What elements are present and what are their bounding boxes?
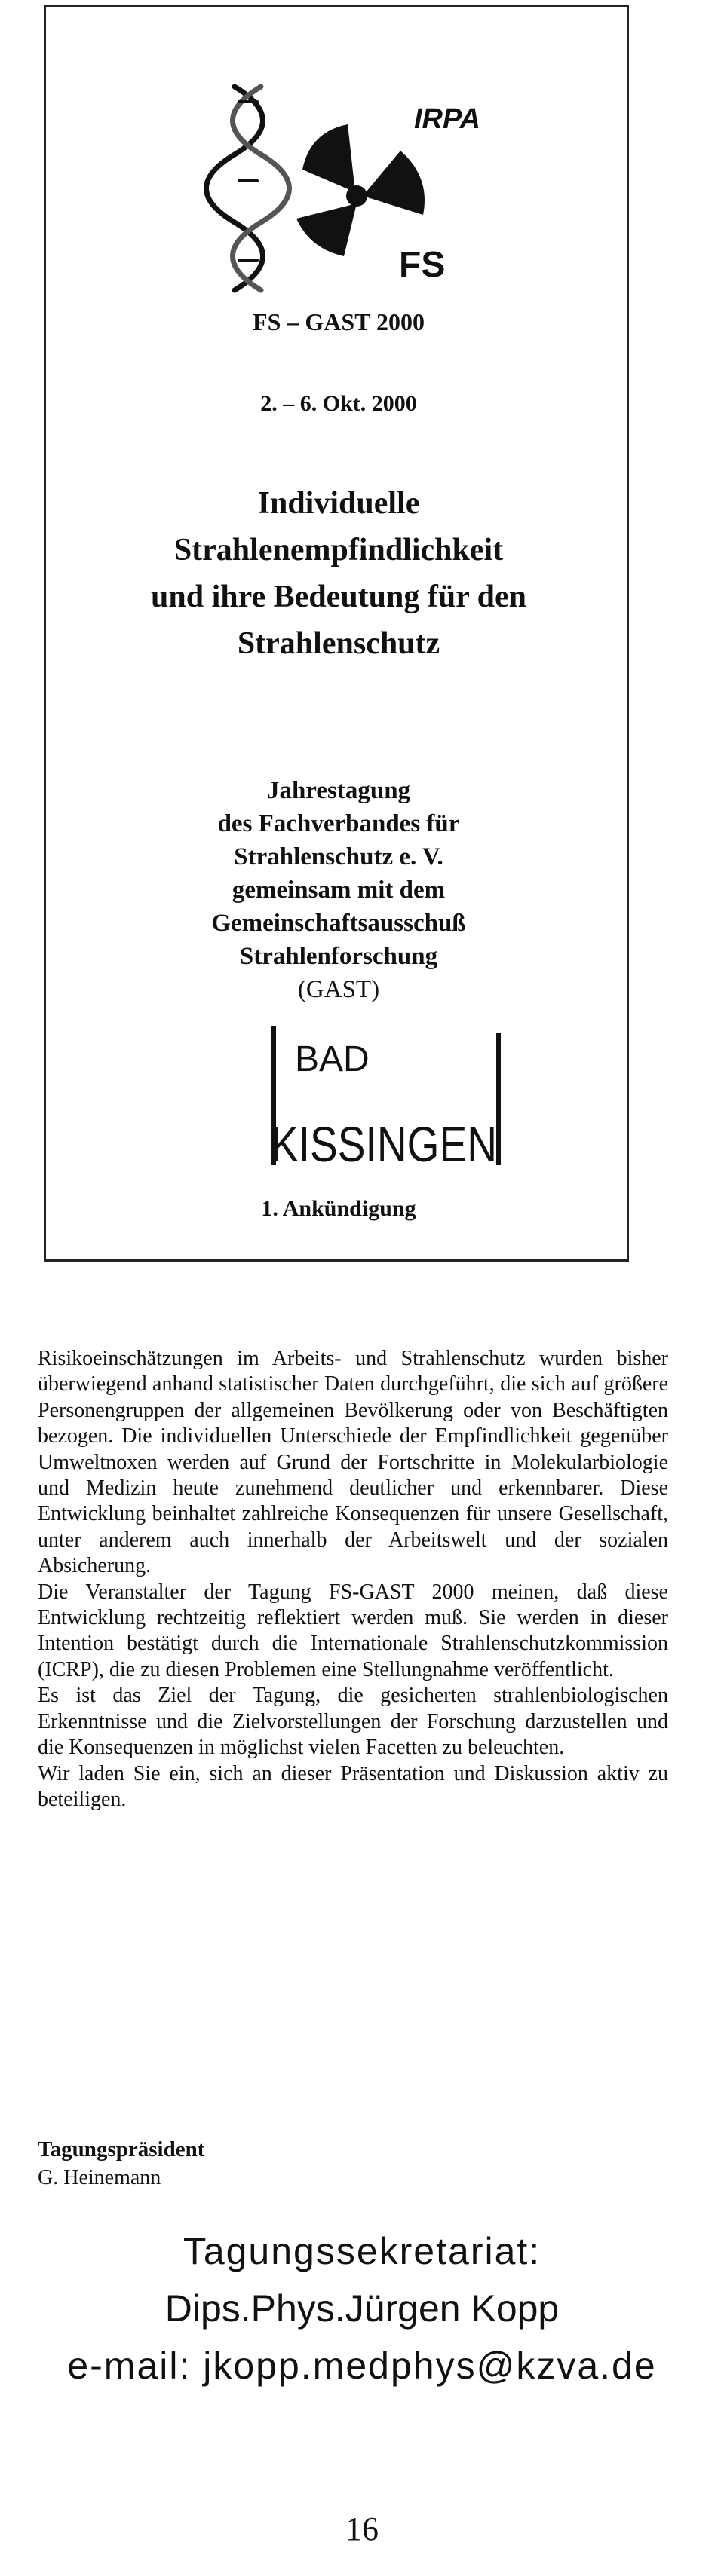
body-paragraph: Wir laden Sie ein, sich an dieser Präsentation und Diskussion aktiv zu beteiligen.	[38, 1761, 668, 1811]
event-dates: 2. – 6. Okt. 2000	[260, 391, 417, 416]
secretariat-label: Tagungssekretariat:	[183, 2230, 541, 2272]
subtitle-line: Strahlenschutz e. V.	[234, 843, 443, 870]
fs-logo-text: FS	[399, 245, 446, 285]
body-paragraph: Es ist das Ziel der Tagung, die gesicherten strahlenbiologischen Erkenntnisse und die Zielvorstellungen der Forschung darzustellen und die Konsequenzen in möglichst vielen Facetten zu beleuchten.	[38, 1684, 668, 1760]
title-line: Individuelle	[257, 486, 420, 521]
title-line: und ihre Bedeutung für den	[151, 580, 526, 614]
dna-helix-icon	[207, 87, 290, 290]
body-paragraph: Risikoeinschätzungen im Arbeits- und Strahlenschutz wurden bisher überwiegend anhand statistischer Daten durchgeführt, die sich auf größere Personengruppen der allgemeinen Bevölkerung oder von Beschäftigten bezogen. Die individuellen Unterschiede der Empfindlichkeit gegenüber Umweltnoxen werden auf Grund der Fortschritte in Molekularbiologie und Medizin heute zunehmend deutlicher und erkennbarer. Diese Entwicklung beinhaltet zahlreiche Konsequenzen für unsere Gesellschaft, unter anderem auch innerhalb der Arbeitswelt und der sozialen Absicherung.	[38, 1347, 668, 1578]
president-name: G. Heinemann	[38, 2166, 161, 2189]
radiation-trefoil-icon	[296, 124, 425, 256]
event-title	[46, 480, 631, 667]
subtitle-line: Strahlenforschung	[239, 943, 438, 970]
subtitle-line: gemeinsam mit dem	[232, 877, 446, 904]
subtitle-line: Jahrestagung	[266, 777, 411, 804]
fs-irpa-logo	[46, 72, 631, 298]
cover-flyer	[44, 5, 629, 1262]
secretariat-email: e-mail: jkopp.medphys@kzva.de	[67, 2345, 657, 2387]
subtitle-line: (GAST)	[297, 976, 380, 1003]
bad-kissingen-logo	[46, 1003, 631, 1184]
irpa-logo-text: IRPA	[414, 103, 480, 135]
place-kissingen-text: KISSINGEN	[271, 1116, 497, 1172]
body-text	[38, 1346, 668, 1813]
event-name: FS – GAST 2000	[253, 308, 425, 335]
title-line: Strahlenschutz	[237, 626, 440, 661]
place-bad-text: BAD	[295, 1039, 370, 1079]
body-paragraph: Die Veranstalter der Tagung FS-GAST 2000 meinen, daß diese Entwicklung rechtzeitig reflektiert werden muß. Sie werden in dieser Intention bestätigt durch die Internationale Strahlenschutzkommission (ICRP), die zu diesen Problemen eine Stellungnahme veröffentlicht.	[38, 1580, 668, 1681]
page-number: 16	[345, 2510, 379, 2547]
subtitle-line: des Fachverbandes für	[217, 810, 460, 837]
subtitle-line: Gemeinschaftsausschuß	[211, 910, 466, 937]
president-label: Tagungspräsident	[38, 2137, 205, 2161]
title-line: Strahlenempfindlichkeit	[173, 533, 504, 568]
event-subtitle	[46, 774, 631, 1006]
secretariat-name: Dips.Phys.Jürgen Kopp	[164, 2287, 560, 2330]
announcement: 1. Ankündigung	[261, 1196, 416, 1221]
